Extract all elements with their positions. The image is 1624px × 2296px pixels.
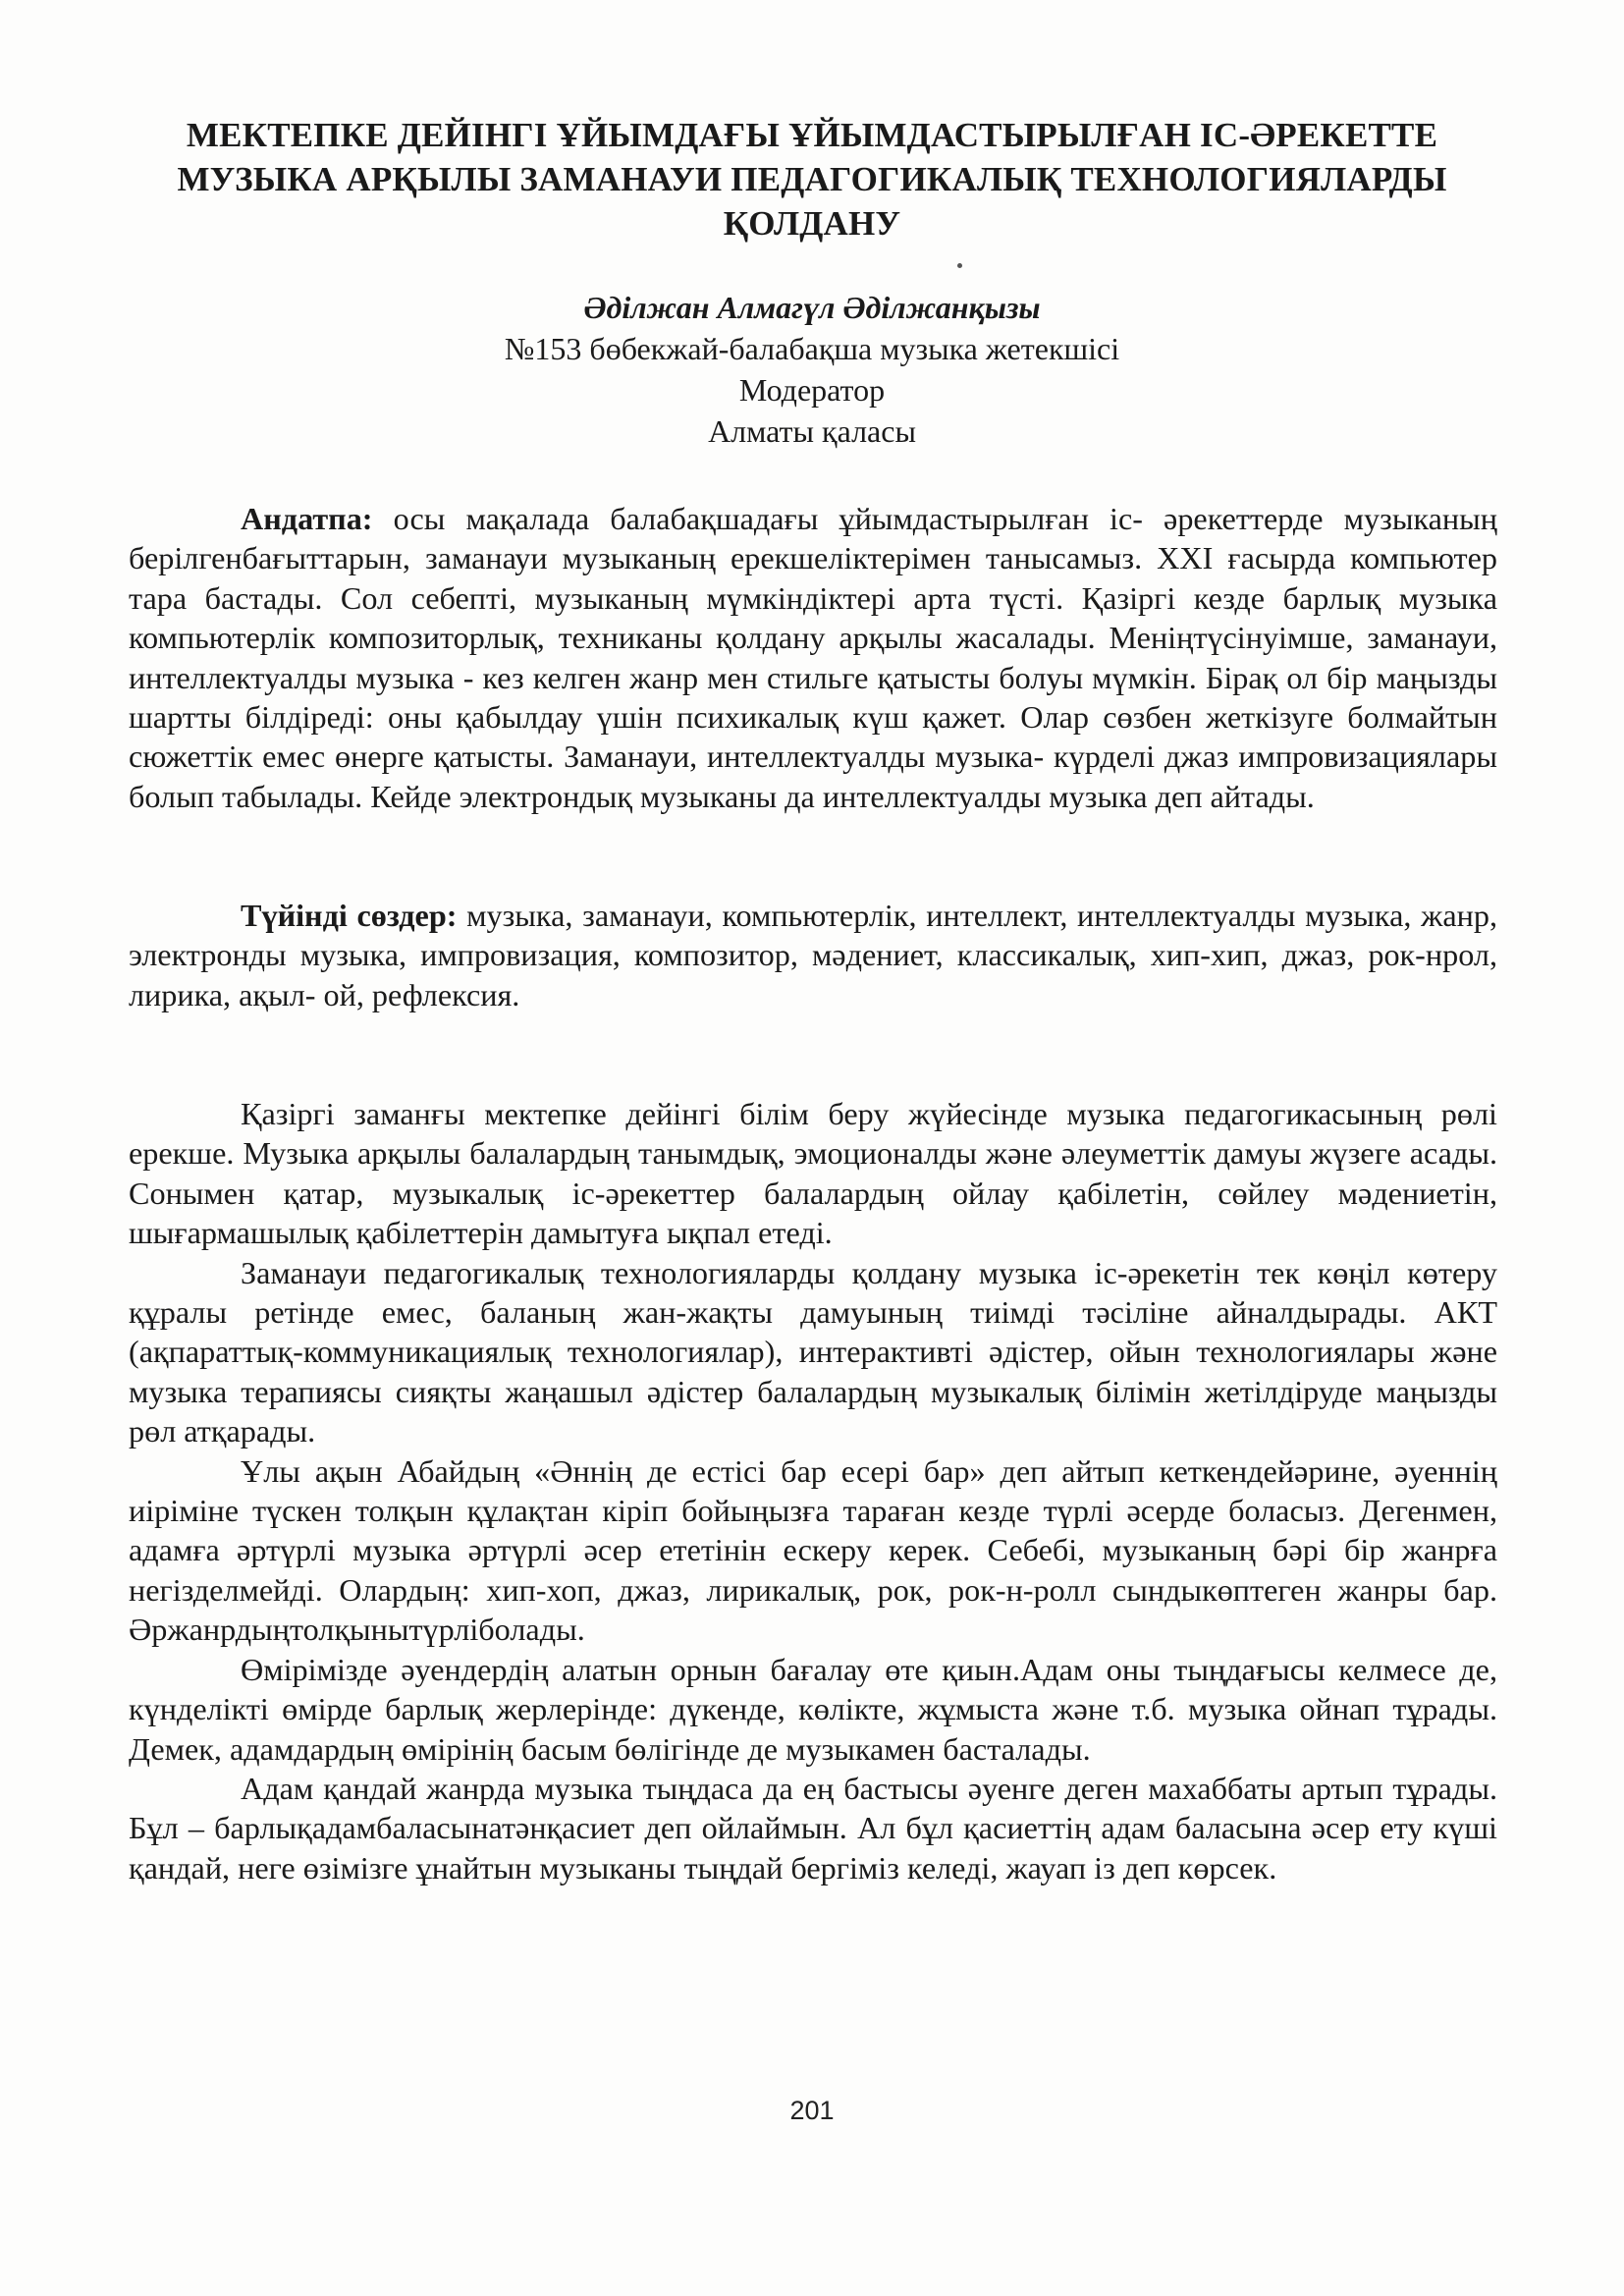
article-title — [118, 113, 1506, 246]
title-line-2: МУЗЫКА АРҚЫЛЫ ЗАМАНАУИ ПЕДАГОГИКАЛЫҚ ТЕХНОЛОГИЯЛАРДЫ — [177, 160, 1447, 198]
keywords-label: Түйінді сөздер: — [241, 898, 458, 933]
author-role: Модератор — [738, 372, 886, 408]
keywords-text: музыка, заманауи, компьютерлік, интеллект, интеллектуалды музыка, жанр, электронды музыка, импровизация, композитор, мәдениет, классикалық, хип-хип, джаз, рок-нрол, лирика, ақыл- ой, рефлексия. — [129, 898, 1497, 1012]
main-text — [129, 1094, 1497, 1887]
abstract-text: осы мақалада балабақшадағы ұйымдастырылған іс- әрекеттерде музыканың берілгенбағыттарын, заманауи музыканың ерекшеліктерімен танысамыз. XXI ғасырда компьютер тара бастады. Сол себепті, музыканың мүмкіндіктері арта түсті. Қазіргі кезде барлық музыка компьютерлік композиторлық, техниканы қолдану арқылы жасалады. Менiңтүсінуімше, заманауи, интеллектуалды музыка - кез келген жанр мен стильге қатысты болуы мүмкін. Бірақ ол бір маңызды шартты білдіреді: оны қабылдау үшін психикалық күш қажет. Олар сөзбен жеткізуге болмайтын сюжеттік емес өнерге қатысты. Заманауи, интеллектуалды музыка- күрделі джаз импровизациялары болып табылады. Кейде электрондық музыканы да интеллектуалды музыка деп айтады. — [129, 501, 1497, 814]
author-city: Алматы қаласы — [708, 413, 916, 449]
body-paragraph-5: Адам қандай жанрда музыка тыңдаса да ең бастысы әуенге деген махаббаты артып тұрады. Бұл – барлықадамбаласынатәнқасиет деп ойлаймын. Ал бұл қасиеттің адам баласына әсер ету күші қандай, неге өзімізге ұнайтын музыканы тыңдай бергіміз келеді, жауап із деп көрсек. — [129, 1770, 1497, 1886]
abstract-paragraph — [129, 499, 1497, 816]
title-line-3: ҚОЛДАНУ — [723, 204, 901, 243]
abstract-section — [129, 499, 1497, 816]
author-block — [196, 287, 1428, 452]
keywords-section — [129, 896, 1497, 1014]
author-position: №153 бөбекжай-балабақша музыка жетекшісі — [504, 331, 1120, 366]
author-name: Әділжан Алмагүл Әділжанқызы — [583, 290, 1041, 325]
title-line-1: МЕКТЕПКЕ ДЕЙІНГІ ҰЙЫМДАҒЫ ҰЙЫМДАСТЫРЫЛҒАН ІС-ӘРЕКЕТТЕ — [186, 116, 1438, 154]
keywords-paragraph — [129, 896, 1497, 1014]
body-paragraph-3: Ұлы ақын Абайдың «Әннің де естісі бар есері бар» деп айтып кеткендейәрине, әуеннің иіріміне түскен толқын құлақтан кіріп бойыңызға тараған кезде түрлі әсерде боласыз. Дегенмен, адамға әртүрлі музыка әртүрлі әсер ететінін ескеру керек. Себебі, музыканың бәрі бір жанрға негізделмейді. Олардың: хип-хоп, джаз, лирикалық, рок, рок-н-ролл сындыкөптеген жанры бар. Әржанрдыңтолқынытүрлiболады. — [129, 1452, 1497, 1648]
body-paragraph-4: Өмірімізде әуендердің алатын орнын бағалау өте қиын.Адам оны тыңдағысы келмесе де, күнделікті өмірде барлық жерлерінде: дүкенде, көлікте, жұмыста және т.б. музыка ойнап тұрады. Демек, адамдардың өмірінің басым бөлігінде де музыкамен басталады. — [129, 1651, 1497, 1767]
scan-speck — [957, 263, 962, 268]
body-paragraph-2: Заманауи педагогикалық технологияларды қолдану музыка іс-әрекетін тек көңіл көтеру құралы ретінде емес, баланың жан-жақты дамуының тиімді тәсіліне айналдырады. АКТ (ақпараттық-коммуникациялық технологиялар), интерактивті әдістер, ойын технологиялары және музыка терапиясы сияқты жаңашыл әдістер балалардың музыкалық білімін жетілдіруде маңызды рөл атқарады. — [129, 1254, 1497, 1449]
body-paragraph-1: Қазіргі заманғы мектепке дейінгі білім беру жүйесінде музыка педагогикасының рөлі ерекше. Музыка арқылы балалардың танымдық, эмоционалды және әлеуметтік дамуы жүзеге асады. Сонымен қатар, музыкалық іс-әрекеттер балалардың ойлау қабілетін, сөйлеу мәдениетін, шығармашылық қабілеттерін дамытуға ықпал етеді. — [129, 1096, 1497, 1251]
abstract-label: Андатпа: — [241, 501, 373, 536]
page-number: 201 — [789, 2096, 835, 2125]
